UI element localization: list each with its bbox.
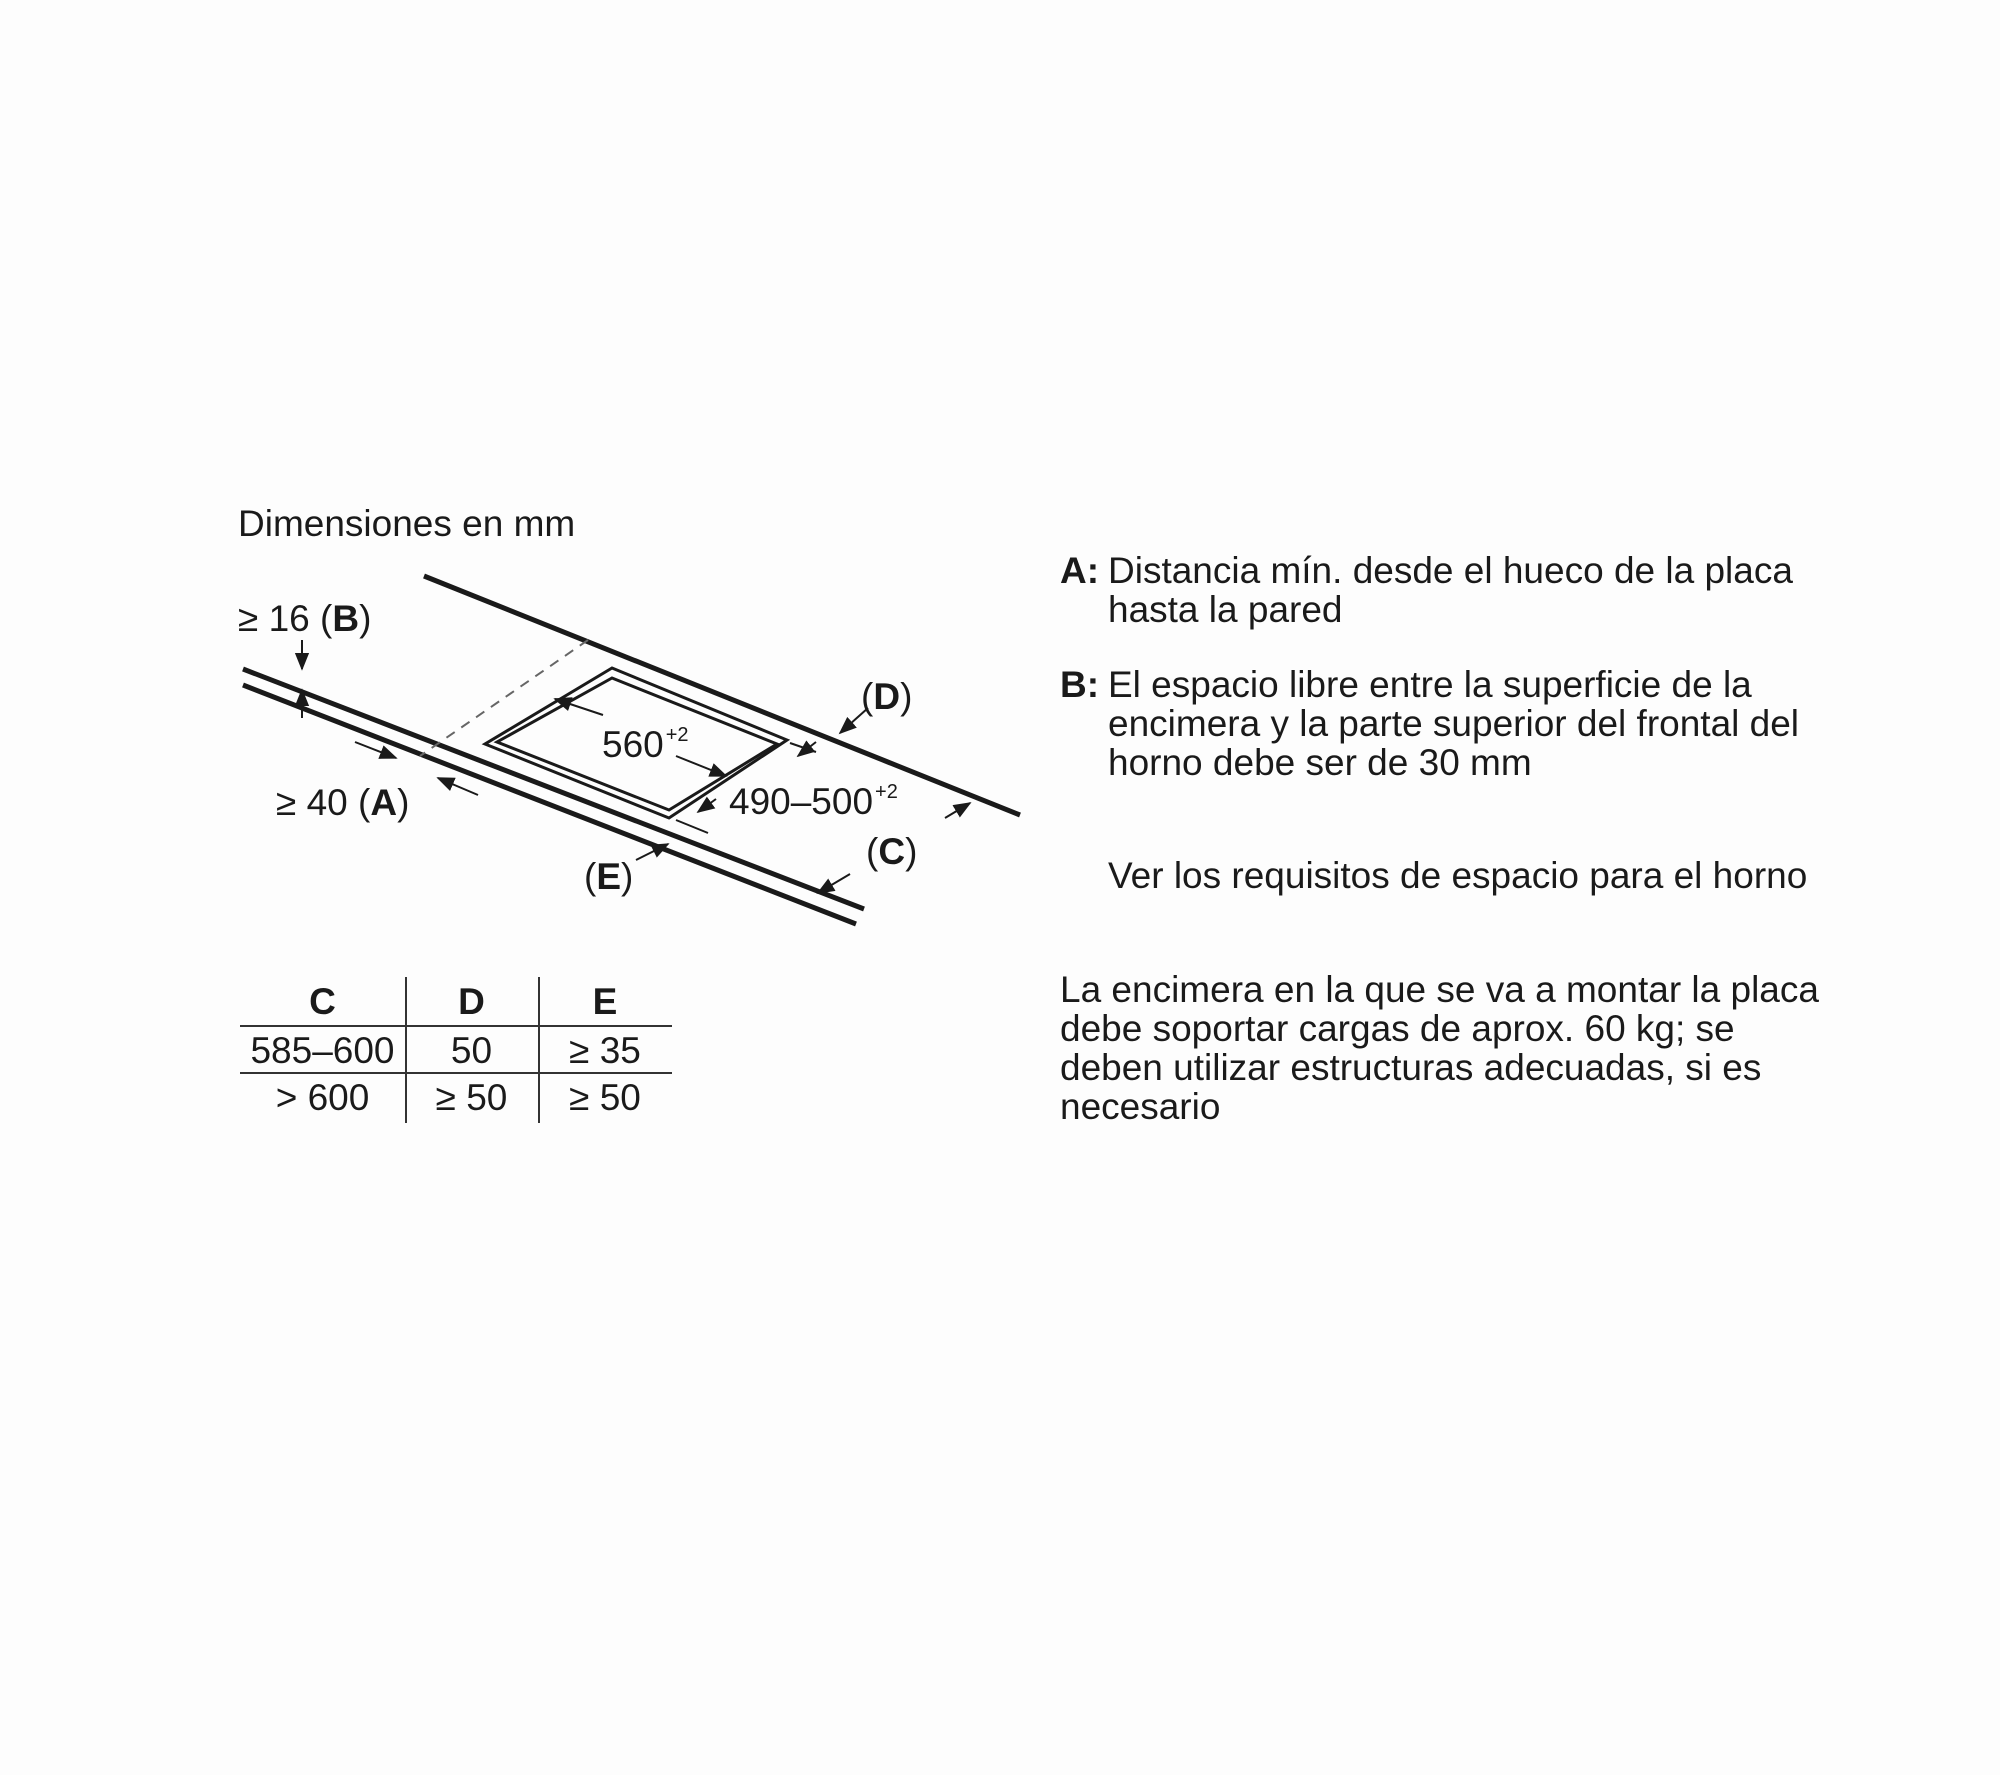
depth-ext-bottom — [676, 820, 708, 833]
table-header-e: E — [592, 981, 618, 1022]
label-width: 560 $^{+2}$ — [602, 724, 689, 765]
table-column-divider — [405, 977, 407, 1123]
a-arrow-right — [438, 778, 478, 795]
table-divider — [240, 1025, 672, 1027]
clearance-table — [240, 975, 672, 1125]
label-depth: 490–500 $^{+2}$ — [729, 781, 898, 822]
table-header-c: C — [309, 981, 336, 1022]
label-e: (E) — [584, 856, 634, 897]
table-cell: 50 — [450, 1030, 493, 1071]
label-c: (C) — [866, 831, 918, 872]
countertop-load-note: La encimera en la que se va a montar la placa debe soportar cargas de aprox. 60 kg; se deben utilizar estructuras adecuadas, si es necesario — [1060, 969, 1819, 1127]
depth-arrow-bottom — [698, 799, 716, 812]
label-a: ≥ 40 (A) — [276, 782, 410, 823]
table-cell: 585–600 — [250, 1030, 395, 1071]
table-cell: ≥ 35 — [569, 1030, 641, 1071]
c-arrow-bottom — [818, 874, 850, 893]
table-cell: > 600 — [275, 1077, 370, 1118]
oven-requirements-note: Ver los requisitos de espacio para el horno — [1108, 855, 1808, 896]
legend-text: El espacio libre entre la superficie de la encimera y la parte superior del frontal del horno debe ser de 30 mm — [1108, 664, 1800, 783]
table-column-divider — [538, 977, 540, 1123]
c-arrow-top — [945, 803, 970, 818]
table-header-d: D — [458, 981, 485, 1022]
legend-item-b — [1060, 665, 1820, 785]
legend-item-a — [1060, 551, 1820, 631]
legend-text: Distancia mín. desde el hueco de la placa hasta la pared — [1108, 550, 1793, 630]
legend-key: B: — [1060, 664, 1100, 705]
table-divider — [240, 1072, 672, 1074]
label-b: ≥ 16 (B) — [238, 598, 372, 639]
diagram-title: Dimensiones en mm — [238, 503, 576, 544]
table-cell: ≥ 50 — [569, 1077, 641, 1118]
label-d: (D) — [861, 676, 913, 717]
table-cell: ≥ 50 — [435, 1077, 508, 1118]
legend-key: A: — [1060, 550, 1100, 591]
